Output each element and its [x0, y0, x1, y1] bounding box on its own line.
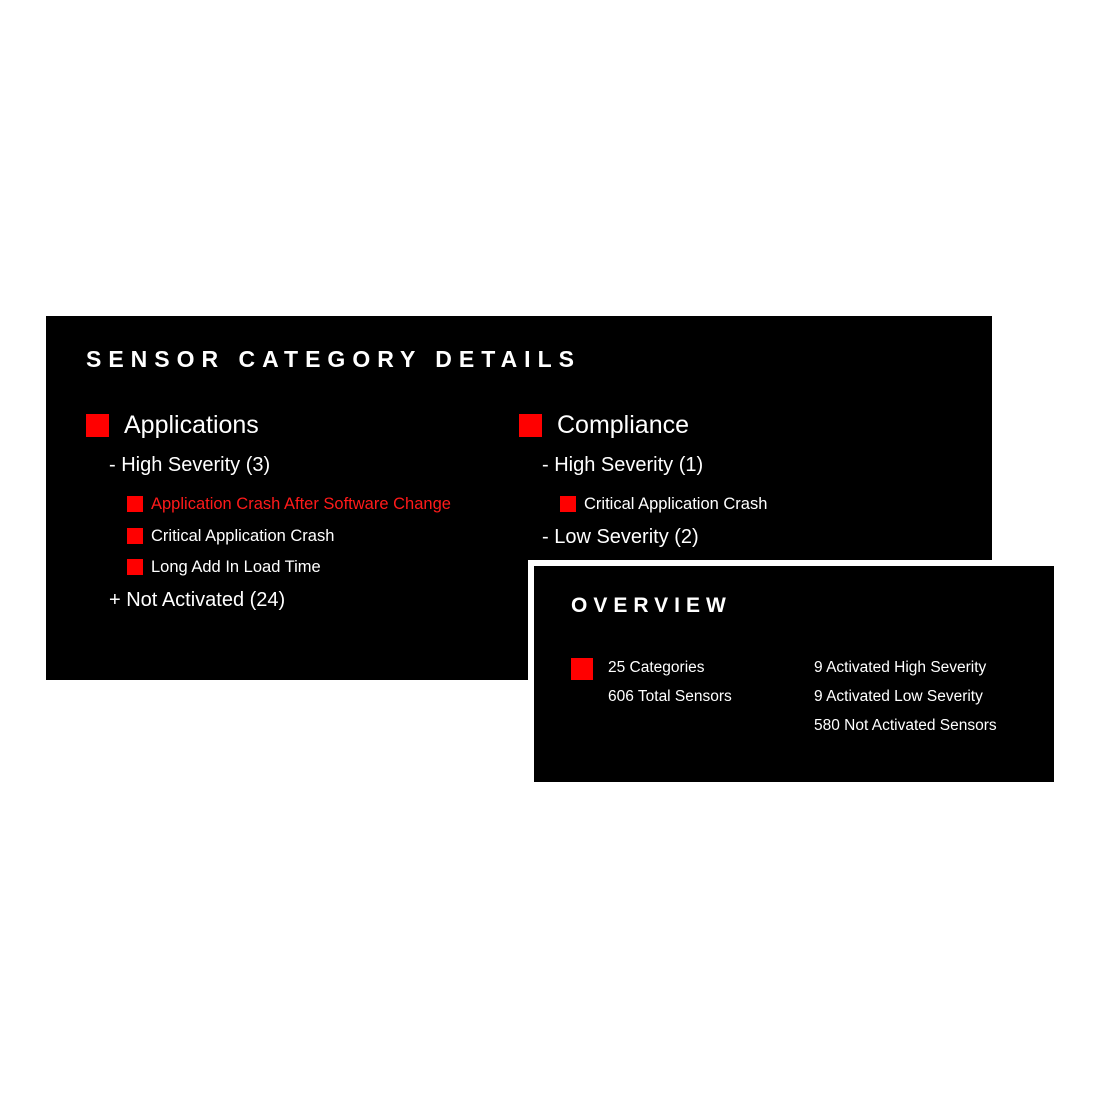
red-square-icon [127, 496, 143, 512]
group-toggle-low-severity[interactable]: - Low Severity (2) [542, 526, 699, 548]
category-name: Applications [124, 410, 259, 439]
category-name: Compliance [557, 410, 690, 439]
red-square-icon [560, 496, 576, 512]
sensor-label: Critical Application Crash [584, 494, 768, 513]
stat-activated-high: 9 Activated High Severity [814, 659, 987, 676]
stat-total-sensors: 606 Total Sensors [608, 688, 732, 705]
red-square-icon [571, 658, 593, 680]
stat-activated-low: 9 Activated Low Severity [814, 688, 983, 705]
category-header-applications[interactable] [86, 410, 259, 440]
category-header-compliance[interactable] [519, 410, 689, 440]
stat-categories: 25 Categories [608, 659, 705, 676]
sensor-label: Critical Application Crash [151, 526, 335, 545]
sensor-item[interactable] [127, 493, 451, 515]
red-square-icon [519, 414, 542, 437]
group-toggle-high-severity[interactable]: - High Severity (3) [109, 454, 271, 476]
red-square-icon [127, 528, 143, 544]
group-toggle-not-activated[interactable]: + Not Activated (24) [109, 589, 286, 611]
red-square-icon [86, 414, 109, 437]
sensor-item[interactable] [127, 556, 321, 578]
category-compliance [519, 410, 768, 548]
red-square-icon [127, 559, 143, 575]
sensor-label: Application Crash After Software Change [151, 494, 451, 513]
sensor-item[interactable] [127, 525, 334, 547]
group-toggle-high-severity[interactable]: - High Severity (1) [542, 454, 704, 476]
stat-not-activated: 580 Not Activated Sensors [814, 717, 997, 734]
details-title: SENSOR CATEGORY DETAILS [86, 346, 581, 372]
overview-title: OVERVIEW [571, 594, 732, 617]
overview-panel [534, 566, 1054, 782]
category-applications [86, 410, 451, 611]
sensor-item[interactable] [560, 493, 767, 515]
sensor-label: Long Add In Load Time [151, 557, 321, 576]
